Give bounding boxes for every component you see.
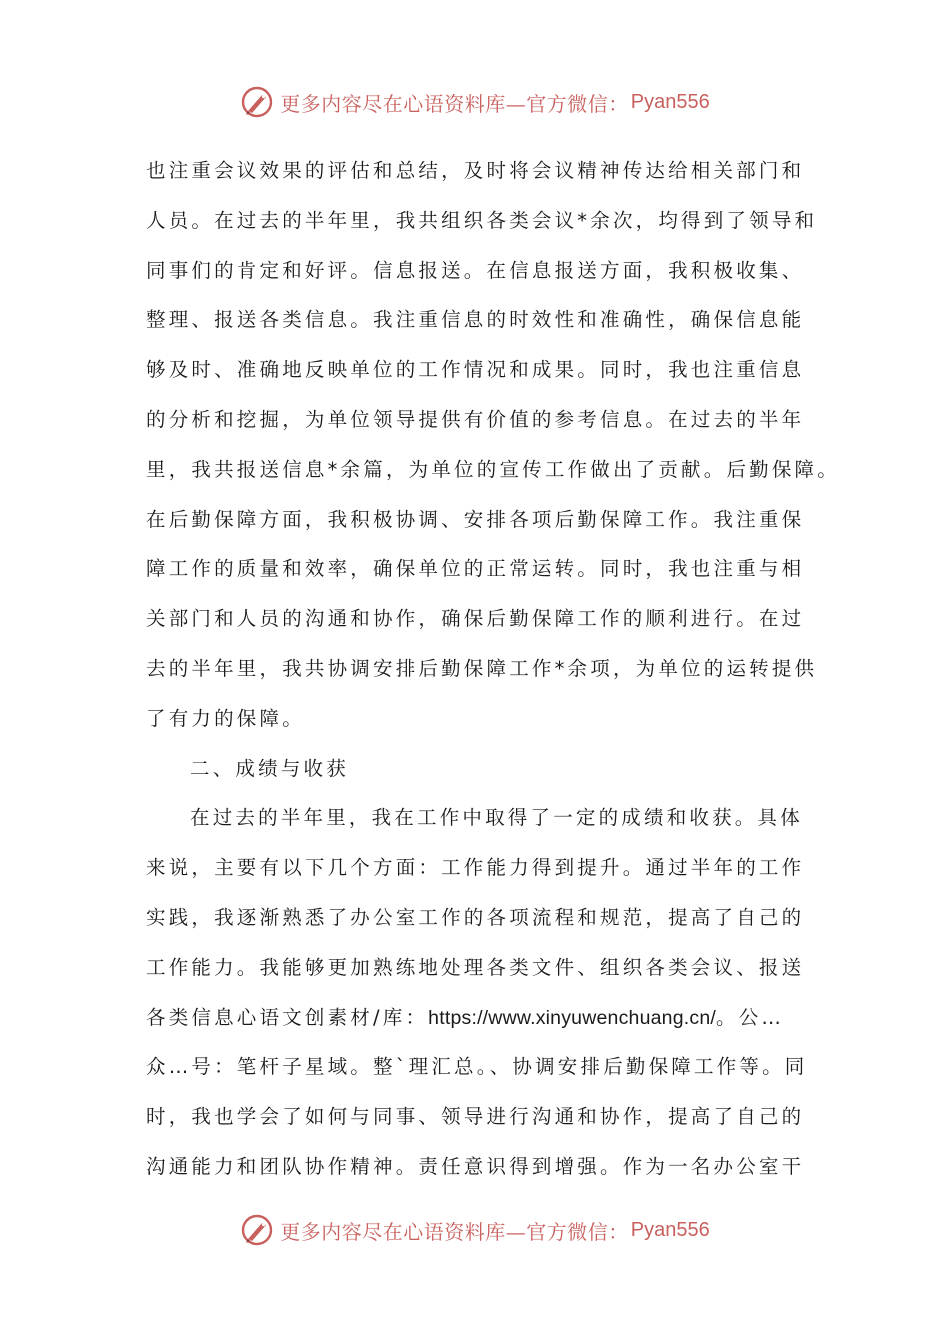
text-line: 了有力的保障。 xyxy=(146,706,305,730)
url-line-prefix: 各类信息心语文创素材/库： xyxy=(146,1005,429,1029)
text-line: 同事们的肯定和好评。信息报送。在信息报送方面，我积极收集、 xyxy=(146,258,805,282)
text-line: 障工作的质量和效率，确保单位的正常运转。同时，我也注重与相 xyxy=(146,557,805,581)
text-line: 在后勤保障方面，我积极协调、安排各项后勤保障工作。我注重保 xyxy=(146,507,805,531)
text-line: 人员。在过去的半年里，我共组织各类会议*余次，均得到了领导和 xyxy=(146,208,818,232)
text-line: 实践，我逐渐熟悉了办公室工作的各项流程和规范，提高了自己的 xyxy=(146,905,805,929)
watermark-id: Pyan556 xyxy=(630,1218,710,1241)
pen-nib-logo-icon xyxy=(240,85,274,119)
text-line: 沟通能力和团队协作精神。责任意识得到增强。作为一名办公室干 xyxy=(146,1154,805,1178)
text-line: 时，我也学会了如何与同事、领导进行沟通和协作，提高了自己的 xyxy=(146,1105,805,1129)
url-text-line xyxy=(146,993,806,1043)
watermark-text: 更多内容尽在心语资料库—官方微信： xyxy=(280,91,629,116)
text-line: 来说，主要有以下几个方面：工作能力得到提升。通过半年的工作 xyxy=(146,856,805,880)
section-heading: 二、成绩与收获 xyxy=(190,756,349,780)
footer-watermark xyxy=(0,1210,950,1250)
text-line: 关部门和人员的沟通和协作，确保后勤保障工作的顺利进行。在过 xyxy=(146,607,805,631)
watermark-text: 更多内容尽在心语资料库—官方微信： xyxy=(280,1219,629,1244)
text-line: 的分析和挖掘，为单位领导提供有价值的参考信息。在过去的半年 xyxy=(146,407,805,431)
document-body xyxy=(146,146,840,1192)
text-line: 也注重会议效果的评估和总结，及时将会议精神传达给相关部门和 xyxy=(146,159,805,182)
text-line: 里，我共报送信息*余篇，为单位的宣传工作做出了贡献。后勤保障。 xyxy=(146,457,840,481)
url-line-suffix: 。公… xyxy=(716,1005,785,1029)
text-line: 整理、报送各类信息。我注重信息的时效性和准确性，确保信息能 xyxy=(146,308,805,332)
text-line: 众…号：笔杆子星域。整`理汇总。、协调安排后勤保障工作等。同 xyxy=(146,1055,808,1079)
pen-nib-logo-icon xyxy=(240,1213,274,1247)
header-watermark xyxy=(0,82,950,122)
text-line: 够及时、准确地反映单位的工作情况和成果。同时，我也注重信息 xyxy=(146,358,805,382)
text-line: 去的半年里，我共协调安排后勤保障工作*余项，为单位的运转提供 xyxy=(146,656,818,680)
text-line: 工作能力。我能够更加熟练地处理各类文件、组织各类会议、报送 xyxy=(146,955,805,979)
source-url-link[interactable]: https://www.xinyuwenchuang.cn/ xyxy=(428,1006,716,1029)
text-line: 在过去的半年里，我在工作中取得了一定的成绩和收获。具体 xyxy=(190,806,803,830)
watermark-id: Pyan556 xyxy=(630,90,710,113)
